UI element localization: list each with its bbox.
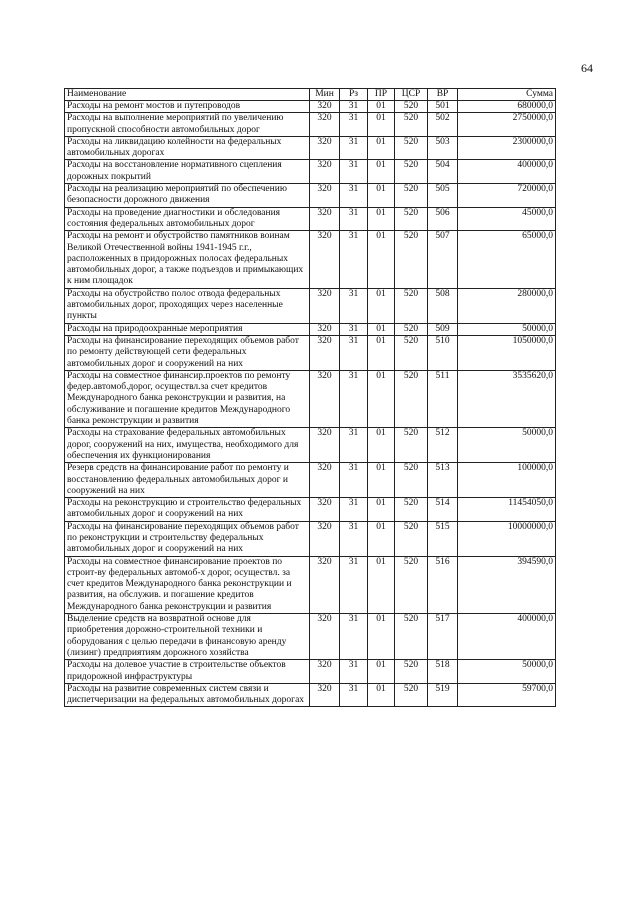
cell-name: Расходы на страхование федеральных автомобильных дорог, сооружений на них, имущества, необходимого для обеспечения их функционирования <box>65 428 310 463</box>
cell-csr: 520 <box>395 136 428 160</box>
cell-min: 320 <box>310 207 340 231</box>
cell-pr: 01 <box>368 136 395 160</box>
cell-csr: 520 <box>395 370 428 427</box>
cell-sum: 50000,0 <box>458 660 556 684</box>
cell-sum: 3535620,0 <box>458 370 556 427</box>
cell-name: Расходы на реконструкцию и строительство федеральных автомобильных дорог и сооружений на них <box>65 498 310 522</box>
cell-csr: 520 <box>395 323 428 335</box>
cell-csr: 520 <box>395 113 428 137</box>
cell-csr: 520 <box>395 101 428 113</box>
cell-pr: 01 <box>368 288 395 323</box>
header-min: Мин <box>310 89 340 101</box>
budget-table <box>64 88 556 707</box>
table-header <box>65 89 556 101</box>
cell-csr: 520 <box>395 660 428 684</box>
cell-pr: 01 <box>368 160 395 184</box>
cell-sum: 50000,0 <box>458 428 556 463</box>
cell-pr: 01 <box>368 683 395 707</box>
cell-min: 320 <box>310 428 340 463</box>
cell-pr: 01 <box>368 556 395 613</box>
cell-name: Расходы на совместное финансирование проектов по строит-ву федеральных автомоб-х дорог, осуществл. за счет кредитов Международного банка реконструкции и развития, на обслужив. и погашение кредитов Международного банка реконструкции и развития <box>65 556 310 613</box>
cell-sum: 2750000,0 <box>458 113 556 137</box>
cell-sum: 2300000,0 <box>458 136 556 160</box>
cell-rz: 31 <box>340 463 368 498</box>
cell-name: Расходы на выполнение мероприятий по увеличению пропускной способности автомобильных дорог <box>65 113 310 137</box>
cell-csr: 520 <box>395 160 428 184</box>
table-row <box>65 335 556 370</box>
cell-pr: 01 <box>368 463 395 498</box>
cell-vr: 512 <box>428 428 458 463</box>
header-csr: ЦСР <box>395 89 428 101</box>
cell-pr: 01 <box>368 498 395 522</box>
cell-name: Расходы на ремонт и обустройство памятников воинам Великой Отечественной войны 1941-1945 г.г., расположенных в придорожных полосах федеральных автомобильных дорог, а также подъездов и примыкающих к ним площадок <box>65 231 310 288</box>
cell-sum: 10000000,0 <box>458 521 556 556</box>
cell-vr: 510 <box>428 335 458 370</box>
cell-sum: 720000,0 <box>458 184 556 208</box>
table-row <box>65 207 556 231</box>
cell-sum: 45000,0 <box>458 207 556 231</box>
cell-sum: 280000,0 <box>458 288 556 323</box>
cell-vr: 509 <box>428 323 458 335</box>
cell-rz: 31 <box>340 113 368 137</box>
cell-vr: 516 <box>428 556 458 613</box>
cell-pr: 01 <box>368 101 395 113</box>
cell-sum: 11454050,0 <box>458 498 556 522</box>
cell-sum: 394590,0 <box>458 556 556 613</box>
cell-name: Расходы на реализацию мероприятий по обеспечению безопасности дорожного движения <box>65 184 310 208</box>
header-name: Наименование <box>65 89 310 101</box>
table-row <box>65 428 556 463</box>
table-row <box>65 113 556 137</box>
cell-rz: 31 <box>340 136 368 160</box>
cell-csr: 520 <box>395 556 428 613</box>
cell-sum: 50000,0 <box>458 323 556 335</box>
cell-csr: 520 <box>395 463 428 498</box>
cell-vr: 504 <box>428 160 458 184</box>
cell-vr: 502 <box>428 113 458 137</box>
cell-min: 320 <box>310 113 340 137</box>
cell-name: Резерв средств на финансирование работ по ремонту и восстановлению федеральных автомобильных дорог и сооружений на них <box>65 463 310 498</box>
cell-vr: 514 <box>428 498 458 522</box>
cell-name: Расходы на совместное финансир.проектов по ремонту федер.автомоб.дорог, осуществл.за счет кредитов Международного банка реконструкции и развития, на обслуживание и погашение кредитов Международного банка реконструкции и развития <box>65 370 310 427</box>
cell-pr: 01 <box>368 614 395 660</box>
table-row <box>65 231 556 288</box>
cell-rz: 31 <box>340 101 368 113</box>
cell-min: 320 <box>310 288 340 323</box>
cell-pr: 01 <box>368 231 395 288</box>
cell-name: Расходы на природоохранные мероприятия <box>65 323 310 335</box>
cell-vr: 501 <box>428 101 458 113</box>
cell-csr: 520 <box>395 288 428 323</box>
cell-vr: 513 <box>428 463 458 498</box>
cell-csr: 520 <box>395 428 428 463</box>
cell-pr: 01 <box>368 335 395 370</box>
cell-min: 320 <box>310 136 340 160</box>
cell-rz: 31 <box>340 160 368 184</box>
cell-csr: 520 <box>395 207 428 231</box>
cell-rz: 31 <box>340 428 368 463</box>
cell-min: 320 <box>310 184 340 208</box>
cell-name: Расходы на восстановление нормативного сцепления дорожных покрытий <box>65 160 310 184</box>
table-row <box>65 101 556 113</box>
page-number: 64 <box>581 61 593 75</box>
cell-sum: 400000,0 <box>458 614 556 660</box>
cell-rz: 31 <box>340 498 368 522</box>
cell-name: Расходы на обустройство полос отвода федеральных автомобильных дорог, проходящих через населенные пункты <box>65 288 310 323</box>
cell-vr: 511 <box>428 370 458 427</box>
cell-min: 320 <box>310 323 340 335</box>
header-sum: Сумма <box>458 89 556 101</box>
cell-min: 320 <box>310 556 340 613</box>
cell-name: Расходы на проведение диагностики и обследования состояния федеральных автомобильных дорог <box>65 207 310 231</box>
table-row <box>65 614 556 660</box>
cell-pr: 01 <box>368 207 395 231</box>
table-row <box>65 160 556 184</box>
cell-name: Выделение средств на возвратной основе для приобретения дорожно-строительной техники и оборудования с целью передачи в финансовую аренду (лизинг) предприятиям дорожного хозяйства <box>65 614 310 660</box>
cell-csr: 520 <box>395 184 428 208</box>
cell-sum: 65000,0 <box>458 231 556 288</box>
cell-rz: 31 <box>340 521 368 556</box>
table-body <box>65 101 556 707</box>
cell-vr: 505 <box>428 184 458 208</box>
cell-rz: 31 <box>340 184 368 208</box>
cell-min: 320 <box>310 160 340 184</box>
cell-vr: 517 <box>428 614 458 660</box>
cell-rz: 31 <box>340 323 368 335</box>
cell-pr: 01 <box>368 521 395 556</box>
cell-rz: 31 <box>340 335 368 370</box>
cell-pr: 01 <box>368 113 395 137</box>
cell-vr: 519 <box>428 683 458 707</box>
header-vr: ВР <box>428 89 458 101</box>
cell-pr: 01 <box>368 428 395 463</box>
cell-sum: 100000,0 <box>458 463 556 498</box>
cell-pr: 01 <box>368 184 395 208</box>
cell-pr: 01 <box>368 660 395 684</box>
cell-rz: 31 <box>340 660 368 684</box>
cell-sum: 680000,0 <box>458 101 556 113</box>
cell-min: 320 <box>310 614 340 660</box>
cell-csr: 520 <box>395 335 428 370</box>
table-row <box>65 136 556 160</box>
cell-csr: 520 <box>395 683 428 707</box>
cell-csr: 520 <box>395 614 428 660</box>
cell-vr: 518 <box>428 660 458 684</box>
cell-sum: 1050000,0 <box>458 335 556 370</box>
cell-rz: 31 <box>340 370 368 427</box>
table-row <box>65 323 556 335</box>
cell-rz: 31 <box>340 614 368 660</box>
cell-name: Расходы на долевое участие в строительстве объектов придорожной инфраструктуры <box>65 660 310 684</box>
cell-vr: 508 <box>428 288 458 323</box>
cell-min: 320 <box>310 335 340 370</box>
table-row <box>65 184 556 208</box>
cell-sum: 59700,0 <box>458 683 556 707</box>
cell-csr: 520 <box>395 521 428 556</box>
cell-min: 320 <box>310 231 340 288</box>
cell-min: 320 <box>310 683 340 707</box>
cell-pr: 01 <box>368 323 395 335</box>
cell-rz: 31 <box>340 207 368 231</box>
table-row <box>65 370 556 427</box>
table-row <box>65 521 556 556</box>
cell-name: Расходы на финансирование переходящих объемов работ по реконструкции и строительству федеральных автомобильных дорог и сооружений на них <box>65 521 310 556</box>
cell-name: Расходы на ремонт мостов и путепроводов <box>65 101 310 113</box>
table-row <box>65 660 556 684</box>
cell-min: 320 <box>310 498 340 522</box>
cell-vr: 515 <box>428 521 458 556</box>
cell-name: Расходы на развитие современных систем связи и диспетчеризации на федеральных автомобильных дорогах <box>65 683 310 707</box>
cell-rz: 31 <box>340 288 368 323</box>
header-pr: ПР <box>368 89 395 101</box>
table-row <box>65 556 556 613</box>
cell-pr: 01 <box>368 370 395 427</box>
table-row <box>65 498 556 522</box>
cell-rz: 31 <box>340 683 368 707</box>
cell-min: 320 <box>310 521 340 556</box>
header-row <box>65 89 556 101</box>
cell-vr: 507 <box>428 231 458 288</box>
cell-min: 320 <box>310 101 340 113</box>
table-row <box>65 463 556 498</box>
cell-min: 320 <box>310 463 340 498</box>
cell-rz: 31 <box>340 556 368 613</box>
cell-vr: 506 <box>428 207 458 231</box>
cell-name: Расходы на ликвидацию колейности на федеральных автомобильных дорогах <box>65 136 310 160</box>
cell-sum: 400000,0 <box>458 160 556 184</box>
cell-csr: 520 <box>395 498 428 522</box>
cell-rz: 31 <box>340 231 368 288</box>
cell-vr: 503 <box>428 136 458 160</box>
cell-min: 320 <box>310 370 340 427</box>
header-rz: Рз <box>340 89 368 101</box>
table-row <box>65 683 556 707</box>
cell-csr: 520 <box>395 231 428 288</box>
table-row <box>65 288 556 323</box>
cell-name: Расходы на финансирование переходящих объемов работ по ремонту действующей сети федеральных автомобильных дорог и сооружений на них <box>65 335 310 370</box>
cell-min: 320 <box>310 660 340 684</box>
